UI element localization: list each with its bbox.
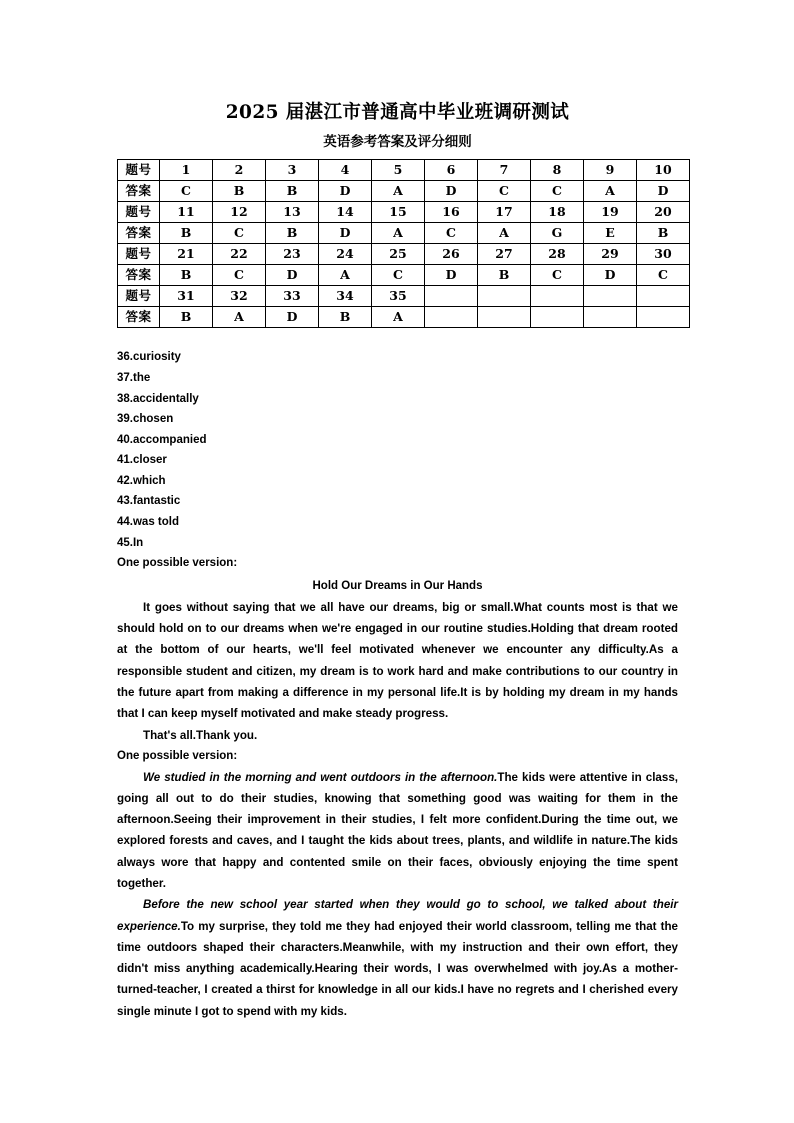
question-cell: 19	[584, 202, 637, 223]
table-row	[118, 307, 690, 328]
answer-cell: D	[319, 181, 372, 202]
prompt-sentence-italic: Before the new school year started when they would go to school, we talked about their experience.	[117, 898, 678, 933]
table-row	[118, 265, 690, 286]
question-cell: 18	[531, 202, 584, 223]
writing-two-paragraph-2	[117, 894, 678, 1022]
list-item: 39.chosen	[117, 413, 174, 426]
question-cell: 4	[319, 160, 372, 181]
row-label-answer: 答案	[118, 223, 160, 244]
answer-cell: A	[478, 223, 531, 244]
table-row	[118, 223, 690, 244]
answer-cell: B	[266, 181, 319, 202]
answer-cell: B	[637, 223, 690, 244]
answer-cell-empty	[637, 307, 690, 328]
answer-cell: D	[425, 181, 478, 202]
answer-key-table	[117, 159, 690, 328]
answer-cell: C	[425, 223, 478, 244]
question-cell: 30	[637, 244, 690, 265]
question-cell: 12	[213, 202, 266, 223]
list-item: 44.was told	[117, 516, 179, 529]
row-label-question: 题号	[118, 202, 160, 223]
writing-one-paragraph-2: That's all.Thank you.	[143, 728, 258, 742]
list-item: 40.accompanied	[117, 433, 207, 446]
essay-title: Hold Our Dreams in Our Hands	[312, 579, 483, 592]
list-item: 43.fantastic	[117, 495, 181, 508]
question-cell: 20	[637, 202, 690, 223]
table-row	[118, 244, 690, 265]
question-cell: 23	[266, 244, 319, 265]
answer-cell: A	[372, 307, 425, 328]
question-cell: 14	[319, 202, 372, 223]
question-cell: 25	[372, 244, 425, 265]
list-item: 38.accidentally	[117, 392, 199, 405]
answer-cell: C	[213, 265, 266, 286]
question-cell: 11	[160, 202, 213, 223]
answer-cell: A	[213, 307, 266, 328]
answer-cell: D	[637, 181, 690, 202]
table-row	[118, 181, 690, 202]
question-cell: 29	[584, 244, 637, 265]
row-label-answer: 答案	[118, 265, 160, 286]
answer-cell: B	[319, 307, 372, 328]
question-cell: 22	[213, 244, 266, 265]
answer-cell: D	[584, 265, 637, 286]
writing-one-version-label: One possible version:	[117, 557, 238, 570]
prompt-sentence-italic: We studied in the morning and went outdoors in the afternoon.	[143, 770, 498, 784]
question-cell: 15	[372, 202, 425, 223]
answer-cell-empty	[531, 307, 584, 328]
question-cell: 32	[213, 286, 266, 307]
row-label-answer: 答案	[118, 181, 160, 202]
question-cell: 8	[531, 160, 584, 181]
answer-cell: D	[319, 223, 372, 244]
writing-two-paragraph-1	[117, 767, 678, 895]
answer-cell: E	[584, 223, 637, 244]
answer-table-body	[118, 160, 690, 328]
writing-one-paragraph-1: It goes without saying that we all have our dreams, big or small.What counts most is that we should hold on to our dreams when we're engaged in our routine studies.Holding that dream rooted at the bottom of our hearts, we'll feel motivated whenever we encounter any difficulty.As a responsible student and citizen, my dream is to work hard and make contributions to our country in the future apart from making a difference in my personal life.It is by holding my dream in my hands that I can keep myself motivated and make steady progress.	[117, 600, 678, 721]
document-content	[117, 0, 678, 1022]
question-cell: 16	[425, 202, 478, 223]
answer-cell: C	[531, 181, 584, 202]
question-cell: 27	[478, 244, 531, 265]
row-label-question: 题号	[118, 244, 160, 265]
question-cell: 1	[160, 160, 213, 181]
question-cell: 24	[319, 244, 372, 265]
answer-cell: C	[637, 265, 690, 286]
answer-cell: C	[160, 181, 213, 202]
answer-cell: D	[266, 307, 319, 328]
question-cell: 9	[584, 160, 637, 181]
writing-two-version-label: One possible version:	[117, 749, 238, 762]
question-cell: 5	[372, 160, 425, 181]
question-cell: 28	[531, 244, 584, 265]
answer-cell: C	[372, 265, 425, 286]
question-cell-empty	[637, 286, 690, 307]
row-label-question: 题号	[118, 160, 160, 181]
answer-cell: A	[372, 223, 425, 244]
list-item: 41.closer	[117, 454, 167, 467]
answer-cell: A	[372, 181, 425, 202]
page-subtitle: 英语参考答案及评分细则	[323, 134, 472, 151]
question-cell: 2	[213, 160, 266, 181]
question-cell: 33	[266, 286, 319, 307]
paragraph-body: The kids were attentive in class, going all out to do their studies, knowing that something good was waiting for them in the afternoon.Seeing their improvement in their studies, I felt more confident.During the time out, we explored forests and caves, and I taught the kids about trees, plants, and wildlife in nature.The kids always wore that happy and contented smile on their faces, obviously enjoying the time spent together.	[117, 770, 678, 890]
answer-cell: G	[531, 223, 584, 244]
question-cell: 6	[425, 160, 478, 181]
question-cell-empty	[531, 286, 584, 307]
question-cell-empty	[584, 286, 637, 307]
blank-answers-list	[117, 328, 678, 553]
row-label-answer: 答案	[118, 307, 160, 328]
table-row	[118, 202, 690, 223]
question-cell: 17	[478, 202, 531, 223]
list-item: 36.curiosity	[117, 351, 181, 364]
list-item: 37.the	[117, 371, 151, 384]
question-cell: 35	[372, 286, 425, 307]
answer-cell: D	[425, 265, 478, 286]
answer-cell: B	[160, 223, 213, 244]
table-row	[118, 286, 690, 307]
page-title: 2025 届湛江市普通高中毕业班调研测试	[225, 102, 570, 123]
answer-cell: B	[160, 307, 213, 328]
question-cell-empty	[478, 286, 531, 307]
answer-cell: C	[531, 265, 584, 286]
question-cell: 13	[266, 202, 319, 223]
row-label-question: 题号	[118, 286, 160, 307]
answer-cell: D	[266, 265, 319, 286]
question-cell: 10	[637, 160, 690, 181]
paragraph-body: To my surprise, they told me they had enjoyed their world classroom, telling me that the time outdoors shaped their characters.Meanwhile, with my instruction and their own effort, they didn't miss anything academically.Hearing their words, I was overwhelmed with joy.As a mother-turned-teacher, I created a thirst for knowledge in all our kids.I have no regrets and I cherished every single minute I got to spend with my kids.	[117, 919, 678, 1018]
question-cell: 7	[478, 160, 531, 181]
question-cell-empty	[425, 286, 478, 307]
answer-cell: B	[266, 223, 319, 244]
question-cell: 34	[319, 286, 372, 307]
answer-cell-empty	[478, 307, 531, 328]
answer-cell: B	[478, 265, 531, 286]
answer-cell: A	[319, 265, 372, 286]
answer-cell: C	[478, 181, 531, 202]
answer-cell: B	[160, 265, 213, 286]
answer-cell: B	[213, 181, 266, 202]
list-item: 45.In	[117, 536, 144, 549]
list-item: 42.which	[117, 474, 166, 487]
answer-cell: C	[213, 223, 266, 244]
question-cell: 3	[266, 160, 319, 181]
question-cell: 31	[160, 286, 213, 307]
answer-cell-empty	[425, 307, 478, 328]
question-cell: 21	[160, 244, 213, 265]
answer-cell-empty	[584, 307, 637, 328]
table-row	[118, 160, 690, 181]
answer-cell: A	[584, 181, 637, 202]
question-cell: 26	[425, 244, 478, 265]
